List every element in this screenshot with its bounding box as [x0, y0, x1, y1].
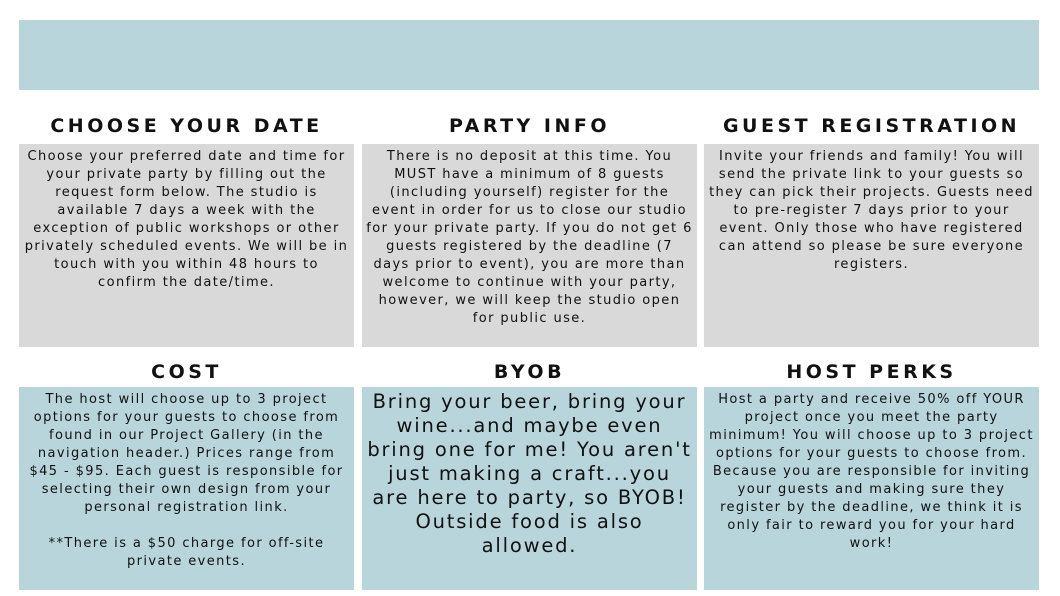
cost-box [19, 387, 354, 590]
host-perks-box [704, 387, 1039, 590]
header-banner [19, 20, 1039, 90]
party-info-box [362, 144, 697, 347]
byob-title: BYOB [493, 361, 566, 383]
choose-date-text: Choose your preferred date and time for your private party by filling out the request form below. The studio is available 7 days a week with the exception of public workshops or other privately scheduled events. We will be in touch with you within 48 hours to confirm the date/time. [24, 149, 349, 290]
guest-registration-box [704, 144, 1039, 347]
guest-registration-text: Invite your friends and family! You will send the private link to your guests so they can pick their projects. Guests need to pre-register 7 days prior to your event. Only those who have registered can attend so please be sure everyone registers. [709, 149, 1034, 272]
party-info-title: PARTY INFO [448, 115, 611, 137]
cost-title: COST [151, 361, 222, 383]
party-info-text: There is no deposit at this time. You MUST have a minimum of 8 guests (including yourself) register for the event in order for us to close our studio for your private party. If you do not get 6 guests registered by the deadline (7 days prior to event), you are more than welcome to continue with your party, however, we will keep the studio open for public use. [366, 149, 693, 326]
guest-registration-title: GUEST REGISTRATION [722, 115, 1021, 137]
cost-note: **There is a $50 charge for off-site private events. [48, 536, 325, 569]
cost-text: The host will choose up to 3 project options for your guests to choose from found in our Project Gallery (in the navigation header.) Prices range from $45 - $95. Each guest is responsible for selecting their own design from your personal registration link. [29, 392, 344, 515]
host-perks-title: HOST PERKS [786, 361, 957, 383]
choose-date-title: CHOOSE YOUR DATE [50, 115, 323, 137]
host-perks-text: Host a party and receive 50% off YOUR project once you meet the party minimum! You will choose up to 3 project options for your guests to choose from. Because you are responsible for inviting your guests and making sure they register by the deadline, we think it is only fair to reward you for your hard work! [709, 392, 1034, 551]
byob-box [362, 387, 697, 590]
byob-text: Bring your beer, bring your wine...and maybe even bring one for me! You aren't just making a craft...you are here to party, so BYOB! Outside food is also allowed. [367, 390, 692, 557]
choose-date-box [19, 144, 354, 347]
